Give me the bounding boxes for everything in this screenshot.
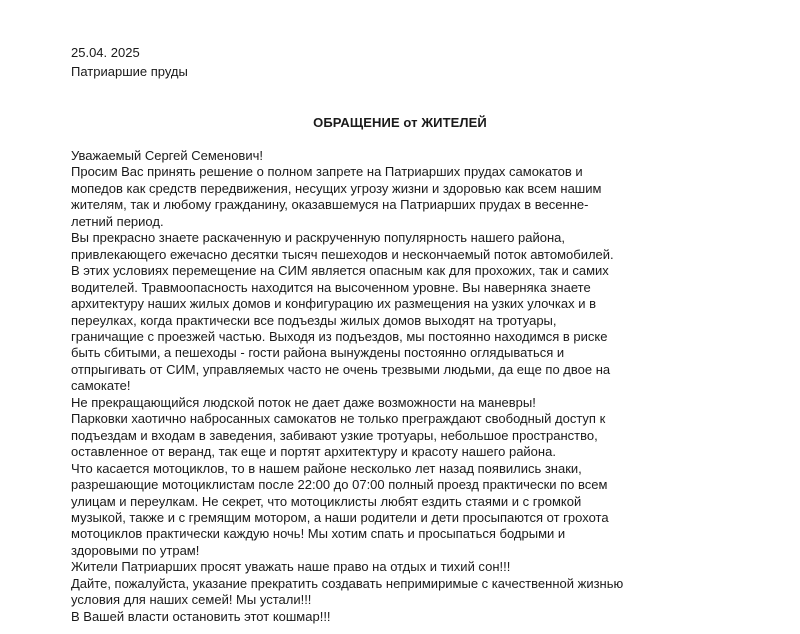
letter-line: Вы прекрасно знаете раскаченную и раскрученную популярность нашего района, — [71, 230, 566, 246]
letter-body — [71, 148, 786, 625]
letter-line: подъездам и входам в заведения, забивают узкие тротуары, небольшое пространство, — [71, 427, 598, 443]
letter-line: В Вашей власти остановить этот кошмар!!! — [71, 608, 331, 624]
letter-line: летний период. — [71, 213, 164, 229]
letter-line: переулках, когда практически все подъезды жилых домов выходят на тротуары, — [71, 312, 557, 328]
letter-line: отпрыгивать от СИМ, управляемых часто не очень трезвыми людьми, да еще по двое на — [71, 361, 611, 377]
letter-line: здоровыми по утрам! — [71, 542, 200, 558]
letter-line: Уважаемый Сергей Семенович! — [71, 148, 263, 163]
letter-line: самокате! — [71, 378, 131, 394]
letter-line: архитектуру наших жилых домов и конфигурацию их размещения на узких улочках и в — [71, 296, 596, 312]
letter-line: Парковки хаотично набросанных самокатов не только преграждают свободный доступ к — [71, 411, 606, 427]
letter-date: 25.04. 2025 — [71, 45, 140, 60]
letter-place: Патриаршие пруды — [71, 64, 188, 79]
letter-line: привлекающего ежечасно десятки тысяч пешеходов и нескончаемый поток автомобилей. — [71, 246, 614, 262]
letter-line: водителей. Травмоопасность находится на высоченном уровне. Вы наверняка знаете — [71, 279, 591, 295]
letter-line: мотоциклов практически каждую ночь! Мы хотим спать и просыпаться бодрыми и — [71, 526, 566, 542]
letter-line: разрешающие мотоциклистам после 22:00 до 07:00 полный проезд практически по всем — [71, 477, 608, 493]
letter-line: Дайте, пожалуйста, указание прекратить создавать непримиримые с качественной жизнью — [71, 575, 624, 591]
letter-line: музыкой, также и с гремящим мотором, а наши родители и дети просыпаются от грохота — [71, 509, 609, 525]
letter-line: Не прекращающийся людской поток не дает даже возможности на маневры! — [71, 394, 536, 410]
letter-line: Что касается мотоциклов, то в нашем районе несколько лет назад появились знаки, — [71, 460, 582, 476]
letter-line: быть сбитыми, а пешеходы - гости района вынуждены постоянно оглядываться и — [71, 345, 565, 361]
letter-title: ОБРАЩЕНИЕ от ЖИТЕЛЕЙ — [313, 115, 487, 130]
letter-line: условия для наших семей! Мы устали!!! — [71, 592, 312, 608]
letter-line: жителям, так и любому гражданину, оказавшемуся на Патриарших прудах в весенне- — [71, 197, 589, 213]
letter-line: Жители Патриарших просят уважать наше право на отдых и тихий сон!!! — [71, 559, 511, 575]
letter-line: оставленное от веранд, так еще и портят архитектуру и красоту нашего района. — [71, 444, 556, 460]
letter-line: Просим Вас принять решение о полном запрете на Патриарших прудах самокатов и — [71, 164, 583, 180]
letter-line: улицам и переулкам. Не секрет, что мотоциклисты любят ездить стаями и с громкой — [71, 493, 582, 509]
letter-line: мопедов как средств передвижения, несущих угрозу жизни и здоровью как всем нашим — [71, 180, 602, 196]
letter-line: граничащие с проезжей частью. Выходя из подъездов, мы постоянно находимся в риске — [71, 328, 608, 344]
letter-line: В этих условиях перемещение на СИМ является опасным как для прохожих, так и самих — [71, 263, 609, 279]
